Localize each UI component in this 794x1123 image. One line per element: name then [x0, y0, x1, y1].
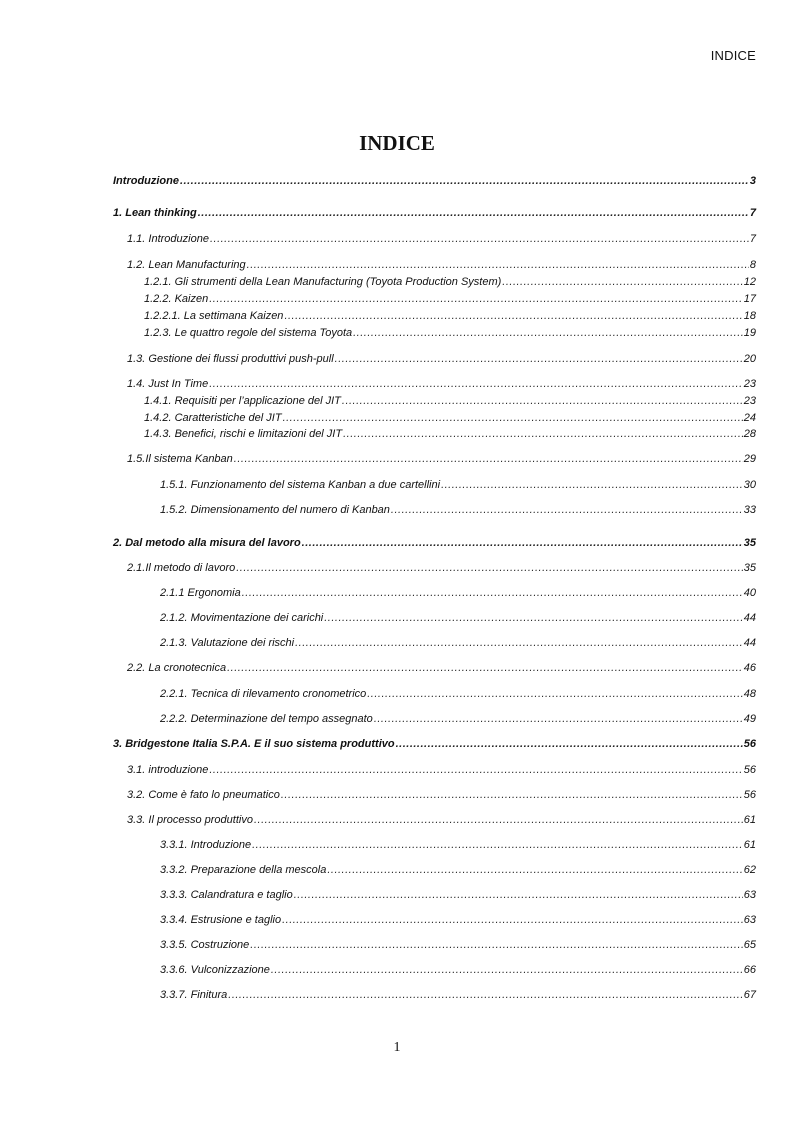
- toc-entry-label: 1.4.3. Benefici, rischi e limitazioni del JIT: [144, 428, 343, 440]
- toc-entry[interactable]: [113, 964, 756, 980]
- toc-entry-page: 18: [743, 310, 756, 322]
- toc-leader: [302, 537, 743, 549]
- toc-entry-label: 3.3.3. Calandratura e taglio: [160, 889, 293, 901]
- toc-entry-label: 3.3.6. Vulconizzazione: [160, 964, 270, 976]
- toc-entry-label: 1.2.3. Le quattro regole del sistema Toyota: [144, 327, 353, 339]
- toc-entry[interactable]: [113, 479, 756, 495]
- toc-entry-label: 1.4.2. Caratteristiche del JIT: [144, 412, 282, 424]
- toc-entry-label: 3.3.2. Preparazione della mescola: [160, 864, 327, 876]
- toc-entry[interactable]: [113, 378, 756, 394]
- toc-entry[interactable]: [113, 537, 756, 553]
- toc-entry[interactable]: [113, 839, 756, 855]
- toc-entry[interactable]: [113, 889, 756, 905]
- toc-entry-label: 1.5.1. Funzionamento del sistema Kanban a due cartellini: [160, 479, 441, 491]
- toc-entry-label: 1.4. Just In Time: [127, 378, 209, 390]
- toc-leader: [391, 504, 743, 516]
- toc-entry-label: 3.1. introduzione: [127, 764, 209, 776]
- toc-entry-label: 3.2. Come è fato lo pneumatico: [127, 789, 280, 801]
- toc-entry-page: 67: [743, 989, 756, 1001]
- toc-leader: [441, 479, 743, 491]
- toc-entry-page: 56: [743, 764, 756, 776]
- toc-entry-page: 61: [743, 814, 756, 826]
- toc-entry-label: 2.1.1 Ergonomia: [160, 587, 241, 599]
- toc-leader: [209, 378, 743, 390]
- toc-leader: [247, 259, 749, 271]
- toc-entry-page: 35: [743, 562, 756, 574]
- toc-entry[interactable]: [113, 764, 756, 780]
- toc-entry[interactable]: [113, 310, 756, 326]
- toc-entry-page: 7: [749, 233, 756, 245]
- toc-entry-label: 1.4.1. Requisiti per l’applicazione del JIT: [144, 395, 341, 407]
- toc-entry[interactable]: [113, 395, 756, 411]
- toc-leader: [252, 839, 743, 851]
- toc-entry-label: 3.3.7. Finitura: [160, 989, 228, 1001]
- toc-entry-page: 19: [743, 327, 756, 339]
- toc-leader: [198, 207, 749, 219]
- toc-entry[interactable]: [113, 175, 756, 191]
- toc-leader: [282, 914, 743, 926]
- toc-entry-page: 65: [743, 939, 756, 951]
- toc-entry-label: 1.2.1. Gli strumenti della Lean Manufacturing (Toyota Production System): [144, 276, 502, 288]
- toc-leader: [180, 175, 749, 187]
- toc-entry[interactable]: [113, 412, 756, 428]
- toc-entry[interactable]: [113, 939, 756, 955]
- toc-entry-page: 28: [743, 428, 756, 440]
- toc-entry[interactable]: [113, 814, 756, 830]
- toc-entry[interactable]: [113, 688, 756, 704]
- toc-entry-page: 66: [743, 964, 756, 976]
- toc-entry-page: 48: [743, 688, 756, 700]
- toc-entry[interactable]: [113, 207, 756, 223]
- toc-leader: [502, 276, 742, 288]
- toc-entry[interactable]: [113, 587, 756, 603]
- toc-entry-page: 23: [743, 378, 756, 390]
- toc-leader: [343, 428, 743, 440]
- toc-entry[interactable]: [113, 233, 756, 249]
- toc-entry-label: 1.5.2. Dimensionamento del numero di Kanban: [160, 504, 390, 516]
- toc-leader: [209, 293, 743, 305]
- toc-entry-page: 62: [743, 864, 756, 876]
- toc-entry[interactable]: [113, 989, 756, 1005]
- toc-entry-label: 2.2.1. Tecnica di rilevamento cronometrico: [160, 688, 367, 700]
- toc-leader: [254, 814, 743, 826]
- toc-leader: [367, 688, 743, 700]
- toc-leader: [374, 713, 743, 725]
- toc-entry-label: 1.5.Il sistema Kanban: [127, 453, 233, 465]
- toc-entry-page: 24: [743, 412, 756, 424]
- toc-entry-page: 12: [743, 276, 756, 288]
- toc-entry-page: 3: [749, 175, 756, 187]
- toc-entry-label: 1.3. Gestione dei flussi produttivi push-pull: [127, 353, 334, 365]
- toc-entry-page: 44: [743, 612, 756, 624]
- toc-entry-page: 35: [743, 537, 756, 549]
- toc-entry-label: 2.2. La cronotecnica: [127, 662, 227, 674]
- toc-leader: [283, 412, 743, 424]
- toc-entry[interactable]: [113, 662, 756, 678]
- toc-entry[interactable]: [113, 637, 756, 653]
- toc-entry-page: 40: [743, 587, 756, 599]
- toc-leader: [228, 989, 742, 1001]
- toc-entry[interactable]: [113, 353, 756, 369]
- toc-entry-label: 2. Dal metodo alla misura del lavoro: [113, 537, 301, 549]
- toc-entry[interactable]: [113, 562, 756, 578]
- toc-leader: [281, 789, 743, 801]
- toc-entry-page: 56: [743, 738, 756, 750]
- toc-leader: [250, 939, 742, 951]
- toc-entry-page: 46: [743, 662, 756, 674]
- toc-leader: [209, 764, 742, 776]
- toc-leader: [295, 637, 743, 649]
- page-title: INDICE: [359, 131, 435, 155]
- toc-leader: [324, 612, 743, 624]
- toc-entry-label: 1.2. Lean Manufacturing: [127, 259, 246, 271]
- toc-leader: [271, 964, 743, 976]
- toc-leader: [327, 864, 742, 876]
- toc-entry[interactable]: [113, 259, 756, 275]
- toc-entry-page: 8: [749, 259, 756, 271]
- running-header: INDICE: [710, 48, 756, 63]
- toc-entry[interactable]: [113, 612, 756, 628]
- toc-entry[interactable]: [113, 738, 756, 754]
- toc-entry-page: 23: [743, 395, 756, 407]
- toc-entry[interactable]: [113, 276, 756, 292]
- toc-leader: [294, 889, 743, 901]
- toc-entry-page: 56: [743, 789, 756, 801]
- toc-entry-page: 20: [743, 353, 756, 365]
- toc-leader: [227, 662, 743, 674]
- toc-entry[interactable]: [113, 713, 756, 729]
- toc-entry-page: 7: [749, 207, 756, 219]
- toc-entry-label: 2.1.3. Valutazione dei rischi: [160, 637, 295, 649]
- toc-entry-page: 61: [743, 839, 756, 851]
- toc-entry[interactable]: [113, 504, 756, 520]
- toc-entry-page: 49: [743, 713, 756, 725]
- toc-entry-label: Introduzione: [113, 175, 179, 187]
- toc-entry-label: 3.3. Il processo produttivo: [127, 814, 253, 826]
- toc-entry-label: 3. Bridgestone Italia S.P.A. E il suo sistema produttivo: [113, 738, 395, 750]
- toc-entry-label: 2.1.Il metodo di lavoro: [127, 562, 236, 574]
- toc-leader: [353, 327, 743, 339]
- toc-entry[interactable]: [113, 428, 756, 444]
- toc-entry-page: 33: [743, 504, 756, 516]
- toc-entry-page: 29: [743, 453, 756, 465]
- toc-entry-page: 63: [743, 889, 756, 901]
- toc-leader: [236, 562, 743, 574]
- toc-entry-label: 1.1. Introduzione: [127, 233, 209, 245]
- toc-leader: [396, 738, 743, 750]
- toc-entry-label: 3.3.5. Costruzione: [160, 939, 250, 951]
- toc-entry[interactable]: [113, 327, 756, 343]
- toc-entry[interactable]: [113, 914, 756, 930]
- toc-leader: [284, 310, 742, 322]
- toc-entry-label: 3.3.1. Introduzione: [160, 839, 252, 851]
- toc-entry[interactable]: [113, 864, 756, 880]
- toc-entry-page: 17: [743, 293, 756, 305]
- toc-entry[interactable]: [113, 789, 756, 805]
- toc-entry[interactable]: [113, 453, 756, 469]
- toc-entry-page: 63: [743, 914, 756, 926]
- toc-entry-page: 44: [743, 637, 756, 649]
- toc-entry-page: 30: [743, 479, 756, 491]
- toc-entry-label: 1. Lean thinking: [113, 207, 197, 219]
- toc-entry-label: 3.3.4. Estrusione e taglio: [160, 914, 282, 926]
- toc-leader: [234, 453, 743, 465]
- toc-leader: [210, 233, 749, 245]
- toc-entry-label: 1.2.2. Kaizen: [144, 293, 209, 305]
- toc-leader: [242, 587, 743, 599]
- toc-entry-label: 2.2.2. Determinazione del tempo assegnato: [160, 713, 373, 725]
- toc-entry[interactable]: [113, 293, 756, 309]
- toc-leader: [342, 395, 743, 407]
- toc-entry-label: 2.1.2. Movimentazione dei carichi: [160, 612, 324, 624]
- page-number: 1: [393, 1040, 401, 1055]
- toc-entry-label: 1.2.2.1. La settimana Kaizen: [144, 310, 284, 322]
- toc-leader: [335, 353, 743, 365]
